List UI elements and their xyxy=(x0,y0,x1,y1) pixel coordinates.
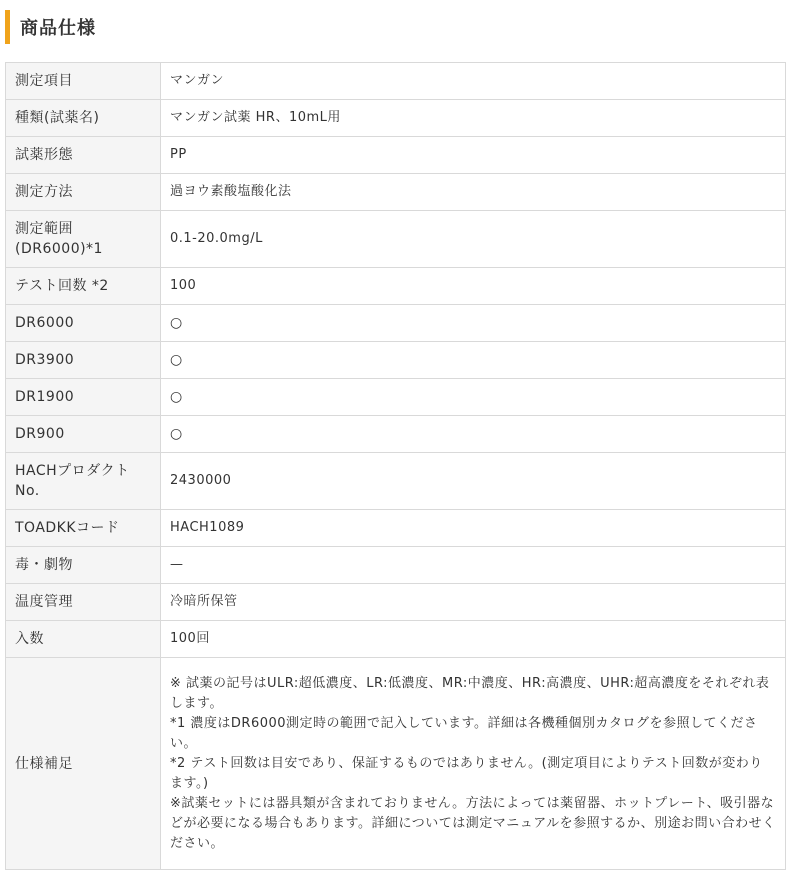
table-row xyxy=(6,547,786,584)
row-label: DR6000 xyxy=(6,305,161,342)
table-row xyxy=(6,621,786,658)
row-value: PP xyxy=(161,137,786,174)
row-value: ○ xyxy=(161,342,786,379)
row-value: — xyxy=(161,547,786,584)
section-heading xyxy=(5,10,96,44)
row-label: TOADKKコード xyxy=(6,510,161,547)
table-row xyxy=(6,63,786,100)
row-label: 試薬形態 xyxy=(6,137,161,174)
note-line: *1 濃度はDR6000測定時の範囲で記入しています。詳細は各機種個別カタログを参照してください。 xyxy=(170,715,758,751)
row-label: DR900 xyxy=(6,416,161,453)
spec-table xyxy=(5,62,786,870)
row-label: 種類(試薬名) xyxy=(6,100,161,137)
note-line: *2 テスト回数は目安であり、保証するものではありません。(測定項目によりテスト回数が変わります。) xyxy=(170,755,763,791)
table-row xyxy=(6,211,786,268)
table-row xyxy=(6,510,786,547)
table-row xyxy=(6,174,786,211)
table-row xyxy=(6,100,786,137)
notes-cell xyxy=(161,658,786,870)
table-row xyxy=(6,379,786,416)
note-line: ※ 試薬の記号はULR:超低濃度、LR:低濃度、MR:中濃度、HR:高濃度、UHR:超高濃度をそれぞれ表します。 xyxy=(170,675,770,711)
note-line: ※試薬セットには器具類が含まれておりません。方法によっては薬留器、ホットプレート、吸引器などが必要になる場合もあります。詳細については測定マニュアルを参照するか、別途お問い合わせください。 xyxy=(170,795,776,851)
row-label: 測定方法 xyxy=(6,174,161,211)
row-value: ○ xyxy=(161,379,786,416)
table-row-notes xyxy=(6,658,786,870)
row-label: DR3900 xyxy=(6,342,161,379)
row-value: HACH1089 xyxy=(161,510,786,547)
table-row xyxy=(6,342,786,379)
table-row xyxy=(6,137,786,174)
table-row xyxy=(6,453,786,510)
row-label: HACHプロダクト No. xyxy=(6,453,161,510)
page-title: 商品仕様 xyxy=(20,18,96,39)
row-value: 100回 xyxy=(161,621,786,658)
row-value: ○ xyxy=(161,305,786,342)
row-value: 0.1-20.0mg/L xyxy=(161,211,786,268)
row-label: 測定項目 xyxy=(6,63,161,100)
table-row xyxy=(6,584,786,621)
row-label: 測定範囲 (DR6000)*1 xyxy=(6,211,161,268)
row-value: マンガン試薬 HR、10mL用 xyxy=(161,100,786,137)
table-row xyxy=(6,268,786,305)
table-row xyxy=(6,416,786,453)
row-value: 冷暗所保管 xyxy=(161,584,786,621)
row-label: 毒・劇物 xyxy=(6,547,161,584)
row-value: ○ xyxy=(161,416,786,453)
row-label: テスト回数 *2 xyxy=(6,268,161,305)
table-row xyxy=(6,305,786,342)
row-label: 入数 xyxy=(6,621,161,658)
row-value: 過ヨウ素酸塩酸化法 xyxy=(161,174,786,211)
row-label: 仕様補足 xyxy=(6,658,161,870)
row-value: マンガン xyxy=(161,63,786,100)
row-label: DR1900 xyxy=(6,379,161,416)
row-value: 100 xyxy=(161,268,786,305)
row-label: 温度管理 xyxy=(6,584,161,621)
row-value: 2430000 xyxy=(161,453,786,510)
